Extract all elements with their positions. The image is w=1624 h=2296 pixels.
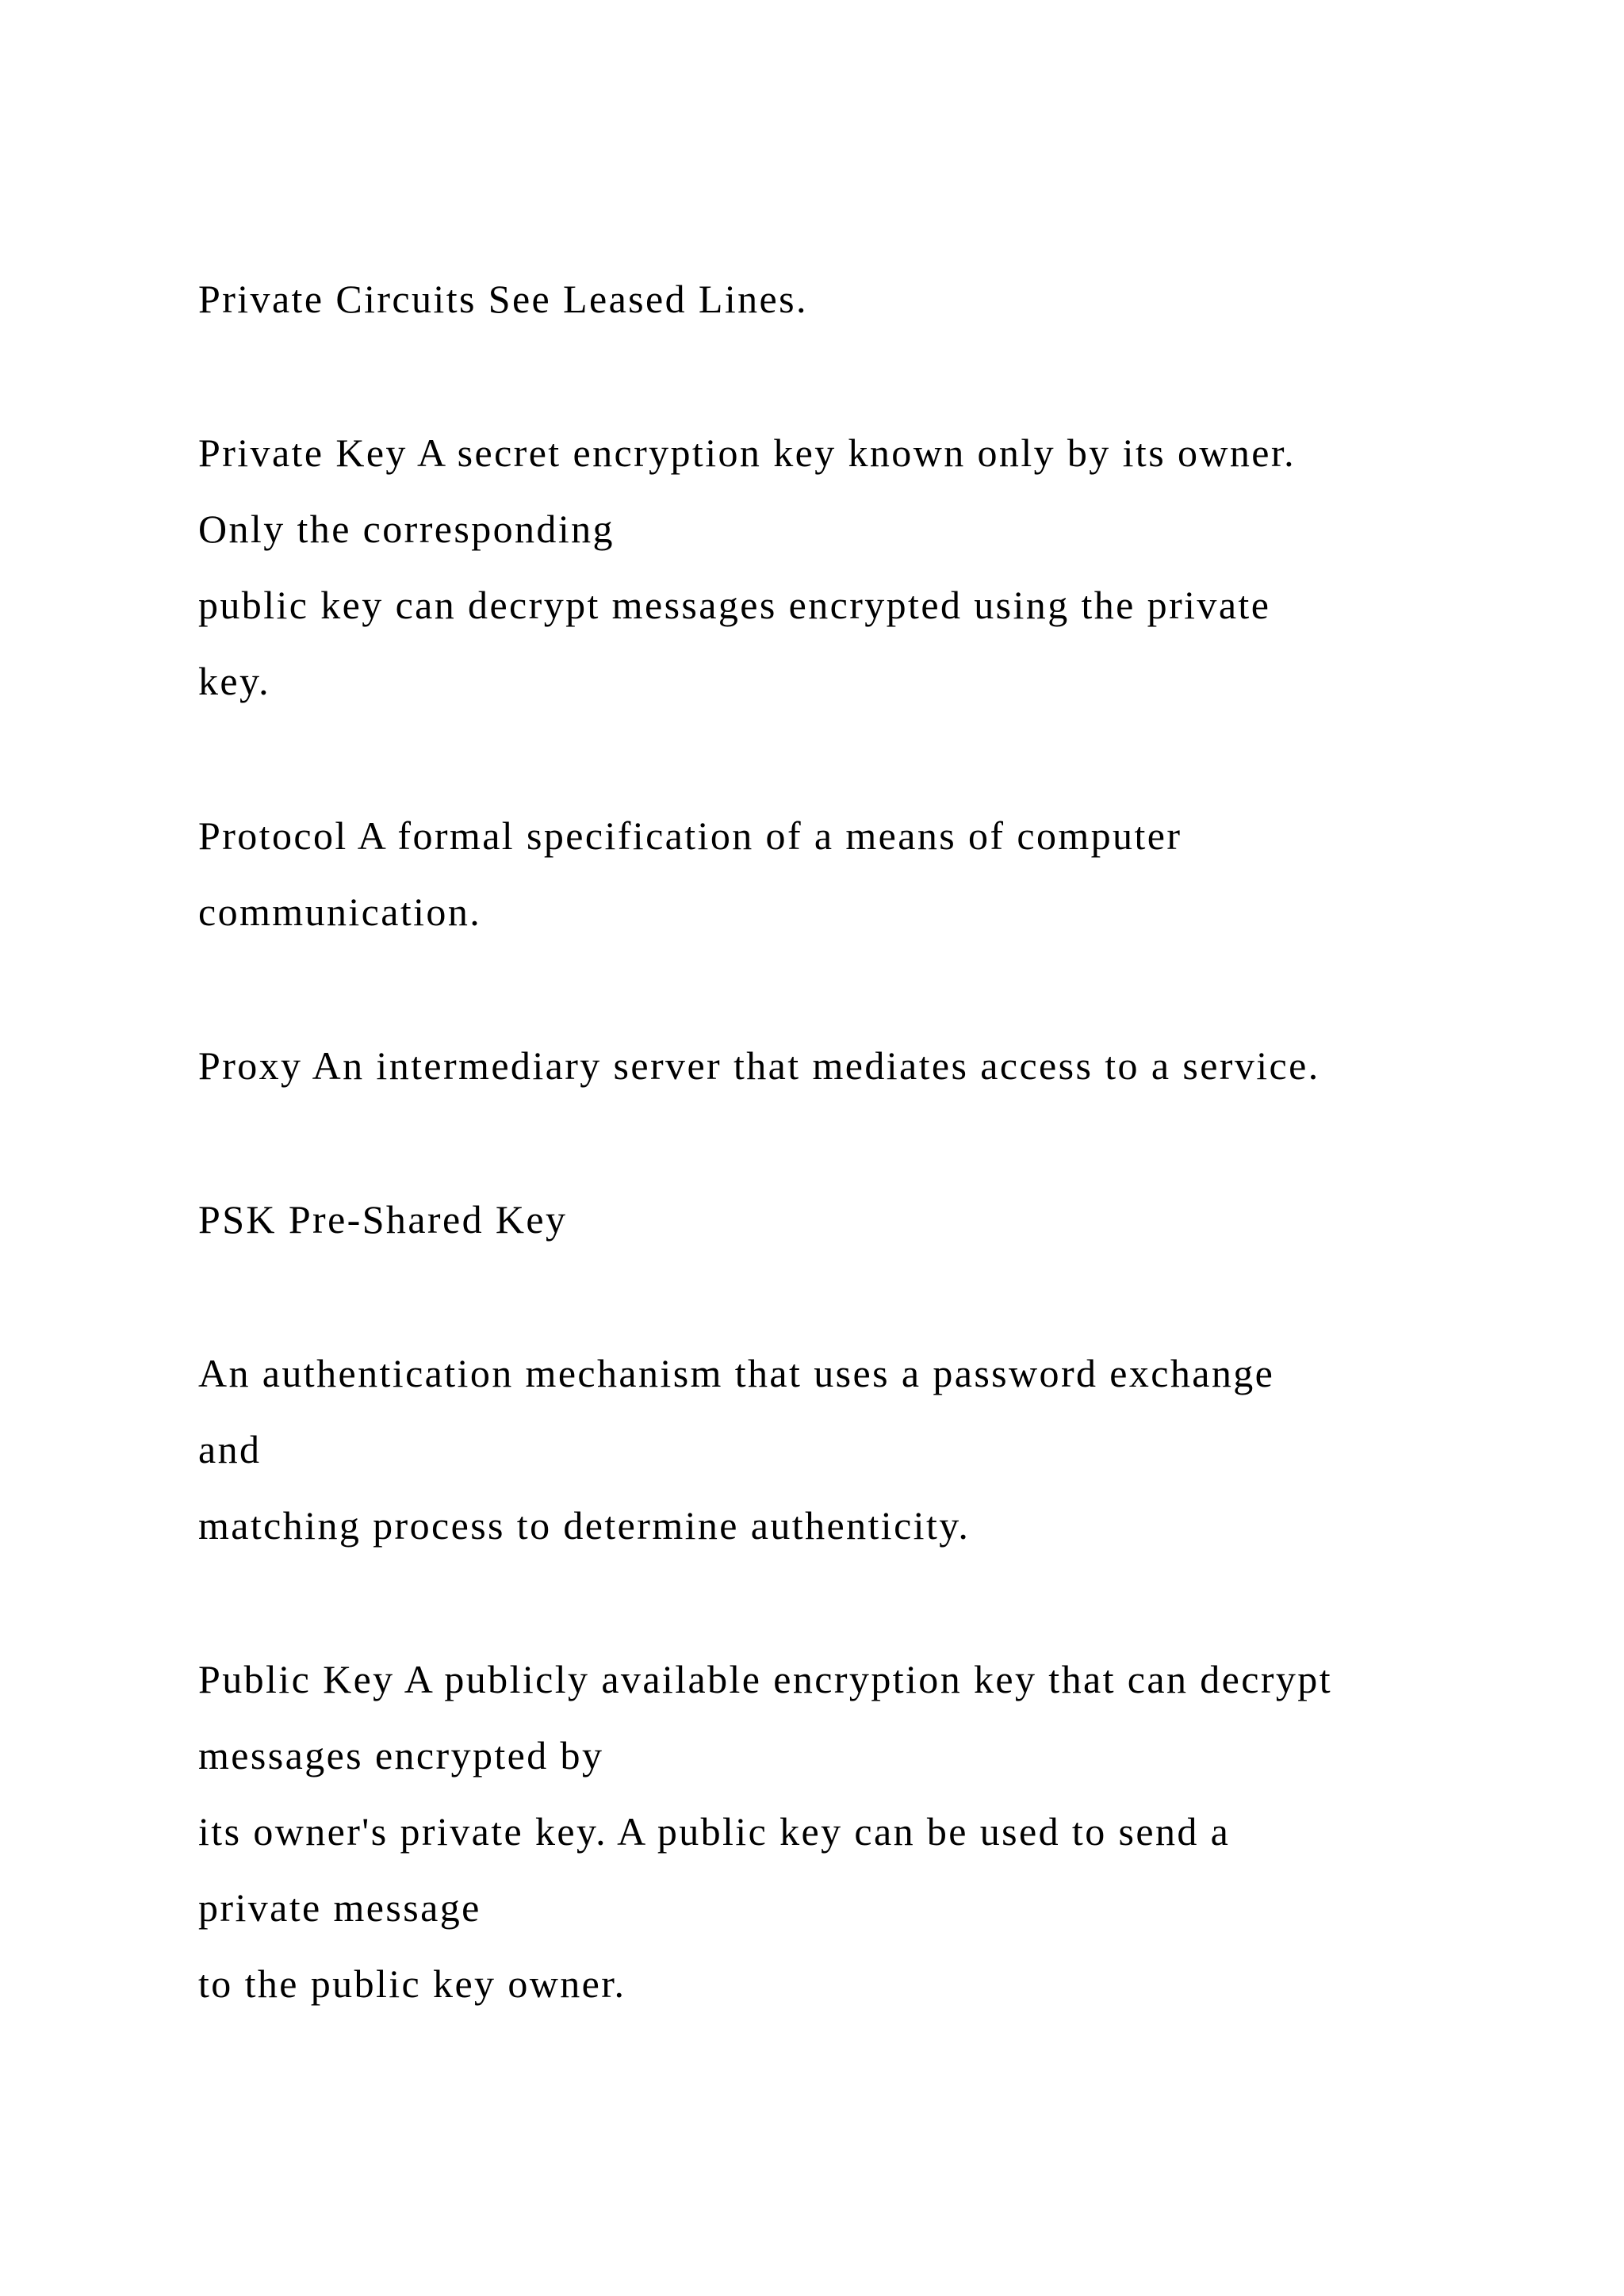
entry-psk-definition-line-3: matching process to determine authenticity. [198, 1503, 971, 1548]
entry-psk-definition-line-2: and [198, 1427, 262, 1471]
entry-proxy-line-1: Proxy An intermediary server that mediates access to a service. [198, 1043, 1320, 1088]
entry-private-circuits-line-1: Private Circuits See Leased Lines. [198, 277, 808, 321]
entry-public-key-line-5: to the public key owner. [198, 1961, 626, 2006]
entry-protocol-line-2: communication. [198, 890, 482, 934]
entry-private-key-line-1: Private Key A secret encryption key known only by its owner. [198, 430, 1297, 475]
entry-private-key-line-4: key. [198, 659, 271, 703]
entry-private-key-line-2: Only the corresponding [198, 507, 615, 551]
entry-public-key-line-1: Public Key A publicly available encryption key that can decrypt [198, 1657, 1332, 1701]
entry-psk-line-1: PSK Pre-Shared Key [198, 1197, 568, 1242]
entry-psk-definition-line-1: An authentication mechanism that uses a password exchange [198, 1351, 1275, 1395]
entry-public-key-line-4: private message [198, 1885, 481, 1930]
entry-public-key-line-2: messages encrypted by [198, 1733, 604, 1777]
entry-protocol-line-1: Protocol A formal specification of a means of computer [198, 813, 1182, 858]
entry-private-key-line-3: public key can decrypt messages encrypted using the private [198, 583, 1271, 627]
entry-public-key-line-3: its owner's private key. A public key can be used to send a [198, 1809, 1231, 1854]
